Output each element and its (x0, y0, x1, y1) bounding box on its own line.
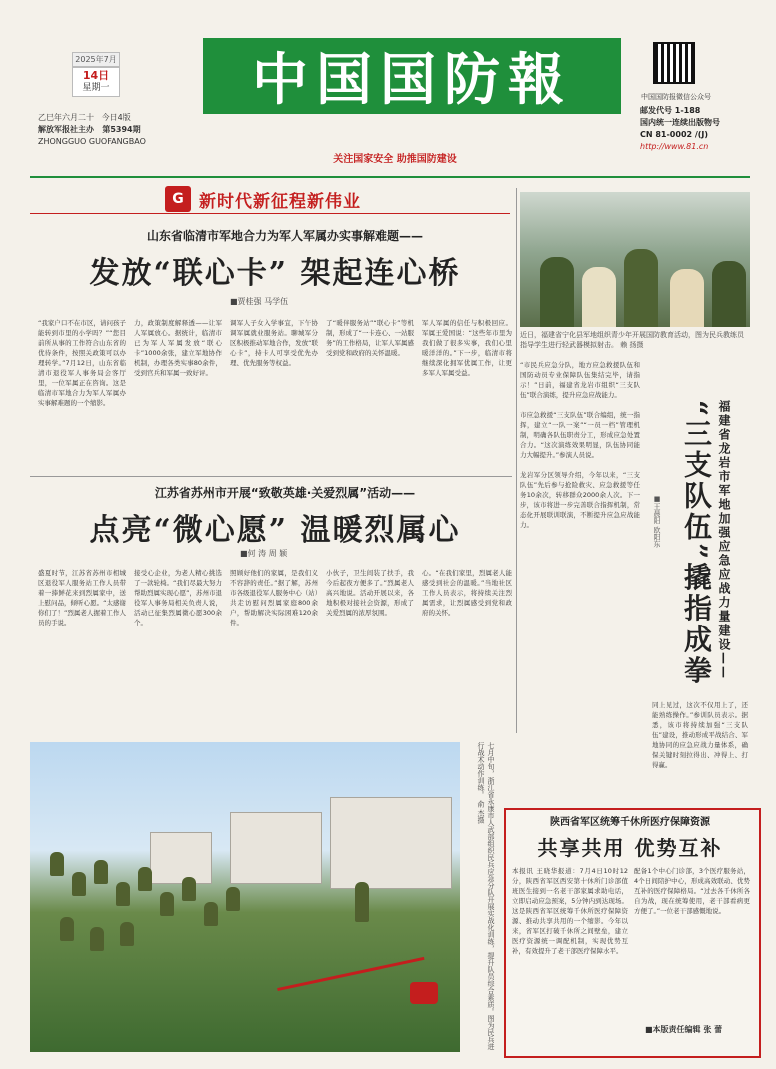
cn-number: CN 81-0002 /(J) (640, 130, 709, 139)
article-divider (30, 476, 512, 477)
article1-column: 了“暖伴服务站”“联心卡”等机制，形成了“一卡连心、一站服务”的工作格局，让军人军属感受到党和政府的关怀温暖。 (326, 319, 414, 357)
article2-headline[interactable]: 点亮“微心愿” 温暖烈属心 (89, 513, 461, 548)
photo-militia-training[interactable] (30, 742, 460, 1052)
article1-kicker: 山东省临清市军地合力为军人军属办实事解难题—— (146, 229, 423, 243)
column-divider (516, 188, 517, 733)
section-logo-icon: G (165, 186, 191, 212)
cn-serial: 国内统一连续出版物号 (640, 118, 720, 127)
article3-headline-block (676, 400, 736, 690)
article1-column: 力，政策制度解释透——让军人军属放心。据统计，临清市已为军人军属发放“联心卡”1000余张，建立军地协作机制，办理各类实事80余件，受到官兵和军属一致好评。 (134, 319, 222, 377)
article2-column: 小伙子，卫生间装了扶手，我今后起夜方便多了。”烈属老人高兴地说。活动开展以来，各地积极对接社会资源，形成了关爱烈属的浓厚氛围。 (326, 569, 414, 617)
boxed-article-headline[interactable]: 共享共用 优势互补 (537, 836, 723, 860)
article2-column: 照顾好他们的家属，是我们义不容辞的责任。”据了解，苏州市各级退役军人服务中心（站）共走访慰问烈属家庭800余户，帮助解决实际困难120余件。 (230, 569, 318, 627)
article2-column: 接受心企业，为老人精心挑选了一款轮椅。“我们尽最大努力帮助烈属实现心愿”，苏州市退役军人事务局相关负责人说，活动已征集烈属微心愿300余个。 (134, 569, 222, 627)
article1-headline[interactable]: 发放“联心卡” 架起连心桥 (89, 256, 461, 291)
article2-column: 盛夏时节，江苏省苏州市相城区退役军人服务站工作人员带着一捧鲜花来到烈属家中，送上慰问品，倾听心愿。“太感谢你们了！”烈属老人握着工作人员的手说。 (38, 569, 126, 627)
masthead (203, 38, 621, 114)
article2-kicker: 江苏省苏州市开展“致敬英雄·关爱烈属”活动—— (154, 486, 416, 500)
day: 14日 (82, 69, 110, 82)
header-divider (30, 176, 750, 178)
qr-code-icon[interactable] (653, 42, 695, 84)
article3-headline[interactable]: “三支队伍”撬指成拳 (680, 400, 713, 687)
boxed-article-column: 本报讯 王晓华报道：7月4日10时12分，陕西省军区西安第十休所门诊部值班医生接到一名老干部家属求助电话，立即启动应急预案，5分钟内到达现场。这是陕西省军区统筹千休所医疗保障资源、推动共享共用的一个缩影。今年以来，省军区打破千休所之间壁垒，建立医疗资源统一调配机制，实现优势互补，有效提升了老干部医疗保障水平。 (512, 867, 628, 955)
article2-column: 心。“在我们家里，烈属老人能感受到社会的温暖。”当地社区工作人员表示，将持续关注烈属需求，让烈属感受到党和政府的关怀。 (422, 569, 512, 617)
section-divider (30, 213, 510, 214)
section-banner (165, 185, 515, 213)
publication-info (38, 112, 198, 148)
qr-caption: 中国国防报微信公众号 (641, 93, 711, 101)
pinyin-name: ZHONGGUO GUOFANGBAO (38, 137, 146, 146)
registration-info (640, 105, 750, 153)
issue-number: 第5394期 (102, 125, 141, 134)
page-editor: ■本版责任编辑 张 蕾 (645, 1025, 723, 1034)
weekday: 星期一 (82, 83, 110, 93)
postal-code: 邮发代号 1-188 (640, 106, 701, 115)
article1-column: “我家户口不在市区，请问孩子能转到市里的小学吗？”“您目前所从事的工作符合山东省的优待条件，按照关政策可以办理转学。”7月12日，山东省临清市退役军人事务局会客厅里，一位军属正在咨询。这是临清市军地合力为军人军属办实事解难题的一个缩影。 (38, 319, 126, 407)
article3-column: “市民兵应急分队，地方应急救援队伍和国防动员专业保障队伍集结完毕，请指示！”日前，福建省龙岩市组织“三支队伍”联合演练，提升应急应战能力。 市应急救援“三支队伍”联合编组，统一指挥，建立“一队一案”“一员一档”管理机制，明确各队伍职责分工，形成应急处置合力。“这次演练效果明显，队伍协同能力大幅提升。”参演人员说。 龙岩军分区领导介绍，今年以来，“三支队伍”先后参与抢险救灾、应急救援等任务10余次，转移群众2000余人次。下一步，该市将进一步完善联合指挥机制，常态化开展联训联演，不断提升应急应战能力。 (520, 361, 640, 529)
masthead-title: 中国国防報 (252, 47, 572, 113)
lunar-date: 乙巳年六月二十 (38, 113, 94, 122)
boxed-article-kicker: 陕西省军区统筹千休所医疗保障资源 (550, 817, 710, 828)
slogan: 关注国家安全 助推国防建设 (333, 154, 457, 165)
article1-byline: ■贾桂强 马学伍 (230, 297, 289, 306)
photo2-caption: 七月中旬，浙江省永康市人武部组织民兵应急分队开展实战化训练，提升队员综合素质。图为民兵进行战术动作训练。 俞 杰摄 (477, 742, 495, 1050)
article3-byline: ■王晨阳 欧阳东 (653, 495, 661, 548)
article3-column: 同上见过，这次不仅用上了，还能熟练操作。”参训队员表示。据悉，该市将持续加强“三支队伍”建设，推动形成平战结合、军地协同的应急应战力量体系，确保关键时刻拉得出、冲得上、打得赢。 (652, 701, 748, 769)
article1-column: 调军人子女入学事宜，下午协调军属就业服务站。聊城军分区积极推动军地合作，发放“联心卡”，持卡人可享受优先办理、优先服务等权益。 (230, 319, 318, 367)
edition-count: 今日4版 (101, 113, 131, 122)
day-weekday (72, 67, 120, 97)
date-box (72, 52, 120, 97)
boxed-article-column: 配备1个中心门诊部，3个医疗服务站，4个日间陪护中心，形成高效联动、优势互补的医疗保障格局。“过去各千休所各自为战，现在统筹使用，老干部看病更方便了。”一位老干部感慨地说。 (634, 867, 750, 915)
website-link[interactable]: http://www.81.cn (640, 142, 709, 151)
article1-column: 军人军属的信任与积极回应。军属王爱国说：“这些年市里为我们做了很多实事，我们心里暖洋洋的。”下一步，临清市将继续深化拥军优属工作，让更多军人军属受益。 (422, 319, 512, 377)
photo-shooting-training[interactable] (520, 192, 750, 327)
section-title: 新时代新征程新伟业 (199, 191, 361, 212)
photo1-caption: 近日，福建省宁化县军地组织青少年开展国防教育活动，图为民兵教练员指导学生进行轻武器模拟射击。 赖 扬摄 (520, 331, 744, 349)
year-month: 2025年7月 (72, 52, 120, 67)
publisher: 解放军报社主办 (38, 125, 94, 134)
article2-byline: ■何 涛 周 颖 (240, 549, 288, 558)
article3-subhead: 福建省龙岩市军地加强应急应战力量建设—— (717, 400, 731, 680)
